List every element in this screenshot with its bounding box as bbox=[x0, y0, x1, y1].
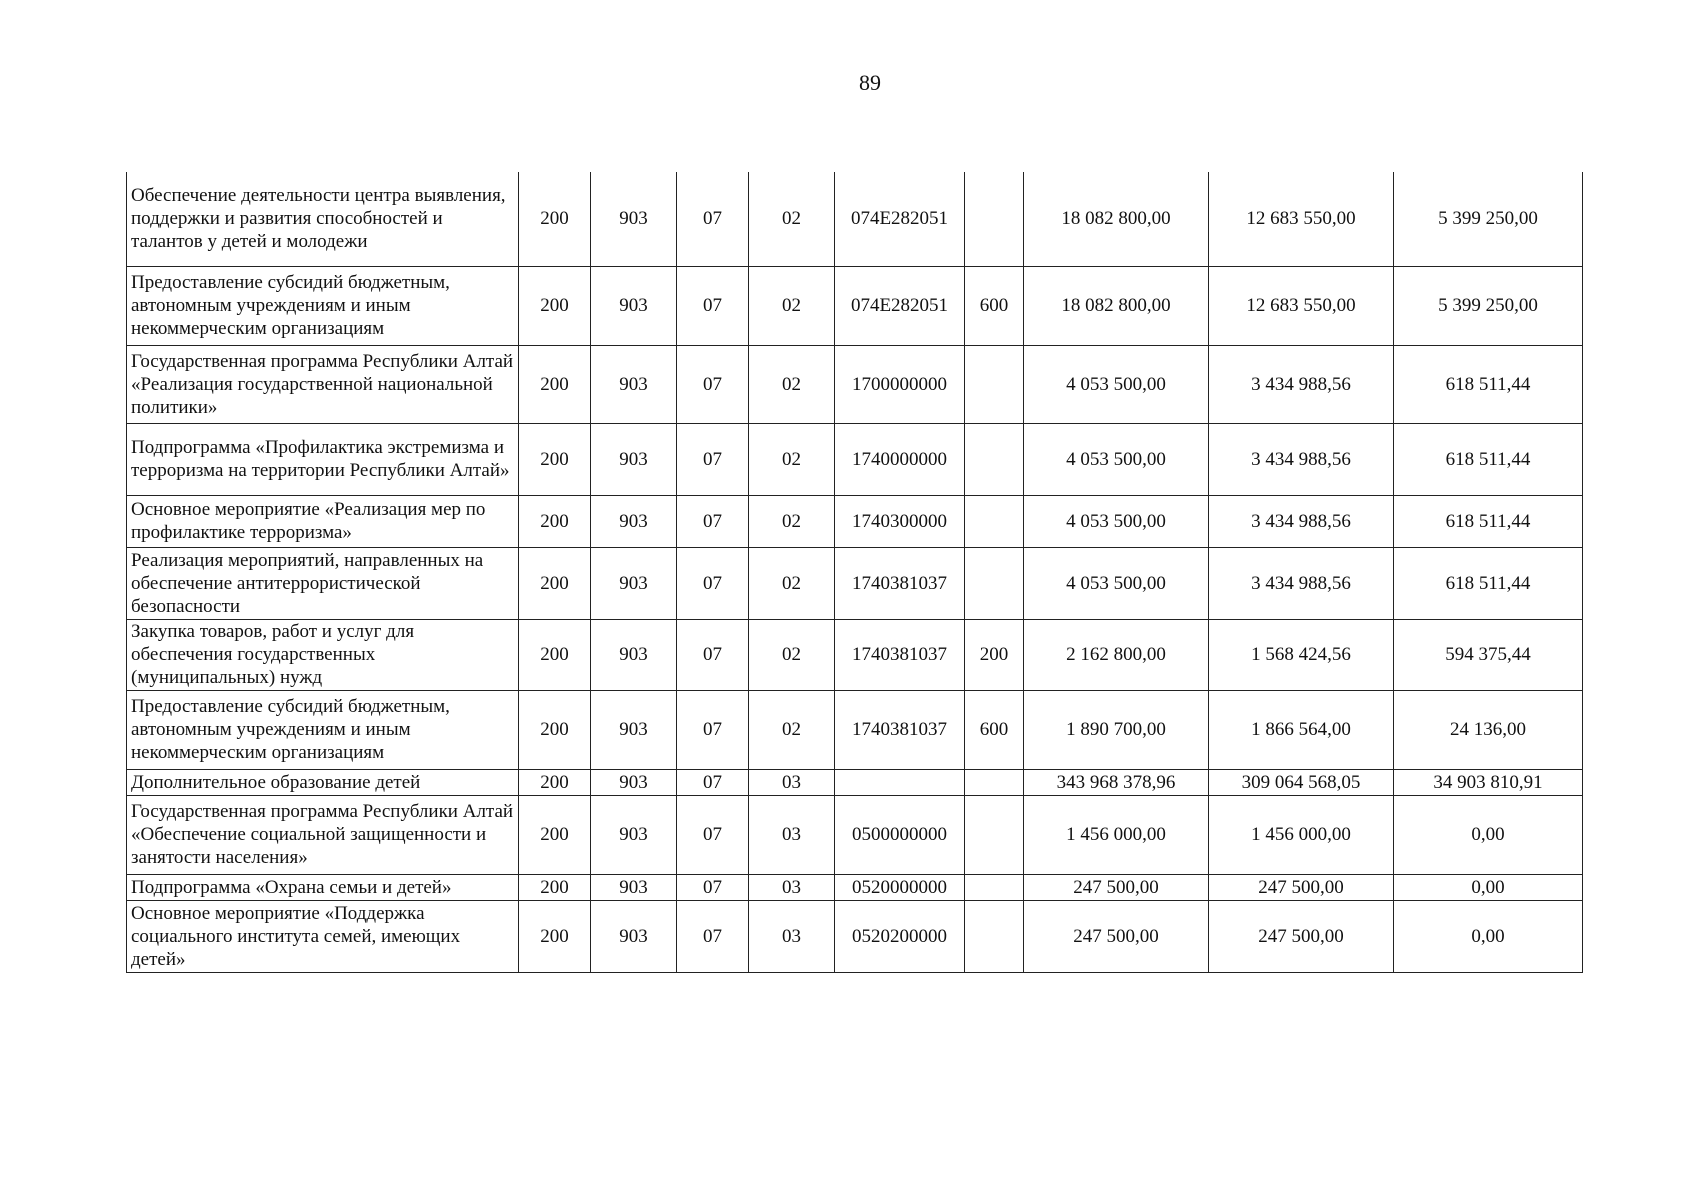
cell-ved: 903 bbox=[591, 795, 677, 874]
cell-gr: 200 bbox=[519, 769, 591, 795]
cell-sum2: 3 434 988,56 bbox=[1209, 547, 1394, 619]
cell-sum2: 247 500,00 bbox=[1209, 874, 1394, 900]
cell-pr: 02 bbox=[749, 495, 835, 547]
cell-rz: 07 bbox=[677, 795, 749, 874]
cell-vr bbox=[965, 423, 1024, 495]
cell-sum3: 618 511,44 bbox=[1394, 495, 1583, 547]
cell-pr: 02 bbox=[749, 619, 835, 690]
cell-sum3: 34 903 810,91 bbox=[1394, 769, 1583, 795]
cell-gr: 200 bbox=[519, 172, 591, 266]
table-row bbox=[127, 690, 1583, 769]
cell-pr: 03 bbox=[749, 769, 835, 795]
cell-vr: 600 bbox=[965, 266, 1024, 345]
row-name: Закупка товаров, работ и услуг для обеспечения государственных (муниципальных) нужд bbox=[127, 619, 519, 690]
cell-vr bbox=[965, 769, 1024, 795]
cell-csr: 074E282051 bbox=[835, 266, 965, 345]
table-row bbox=[127, 900, 1583, 972]
cell-rz: 07 bbox=[677, 619, 749, 690]
cell-gr: 200 bbox=[519, 266, 591, 345]
row-name: Основное мероприятие «Поддержка социального института семей, имеющих детей» bbox=[127, 900, 519, 972]
row-name: Обеспечение деятельности центра выявления, поддержки и развития способностей и талантов у детей и молодежи bbox=[127, 172, 519, 266]
cell-vr bbox=[965, 900, 1024, 972]
cell-csr: 1740381037 bbox=[835, 690, 965, 769]
table-row bbox=[127, 345, 1583, 423]
table-row bbox=[127, 172, 1583, 266]
cell-vr bbox=[965, 795, 1024, 874]
cell-sum2: 3 434 988,56 bbox=[1209, 345, 1394, 423]
table-row bbox=[127, 423, 1583, 495]
cell-sum3: 0,00 bbox=[1394, 874, 1583, 900]
cell-sum1: 18 082 800,00 bbox=[1024, 266, 1209, 345]
cell-sum3: 5 399 250,00 bbox=[1394, 172, 1583, 266]
cell-sum2: 309 064 568,05 bbox=[1209, 769, 1394, 795]
row-name: Государственная программа Республики Алтай «Реализация государственной национальной политики» bbox=[127, 345, 519, 423]
cell-csr: 1700000000 bbox=[835, 345, 965, 423]
cell-ved: 903 bbox=[591, 172, 677, 266]
cell-rz: 07 bbox=[677, 495, 749, 547]
cell-rz: 07 bbox=[677, 900, 749, 972]
cell-gr: 200 bbox=[519, 795, 591, 874]
cell-csr: 1740381037 bbox=[835, 619, 965, 690]
cell-sum3: 5 399 250,00 bbox=[1394, 266, 1583, 345]
row-name: Предоставление субсидий бюджетным, автономным учреждениям и иным некоммерческим организациям bbox=[127, 690, 519, 769]
cell-ved: 903 bbox=[591, 345, 677, 423]
cell-pr: 02 bbox=[749, 266, 835, 345]
cell-gr: 200 bbox=[519, 495, 591, 547]
cell-vr: 600 bbox=[965, 690, 1024, 769]
cell-sum1: 18 082 800,00 bbox=[1024, 172, 1209, 266]
cell-sum2: 12 683 550,00 bbox=[1209, 172, 1394, 266]
cell-ved: 903 bbox=[591, 495, 677, 547]
cell-csr: 0520000000 bbox=[835, 874, 965, 900]
cell-sum1: 4 053 500,00 bbox=[1024, 345, 1209, 423]
cell-sum3: 618 511,44 bbox=[1394, 345, 1583, 423]
row-name: Подпрограмма «Охрана семьи и детей» bbox=[127, 874, 519, 900]
cell-rz: 07 bbox=[677, 266, 749, 345]
cell-ved: 903 bbox=[591, 547, 677, 619]
cell-pr: 03 bbox=[749, 874, 835, 900]
row-name: Основное мероприятие «Реализация мер по профилактике терроризма» bbox=[127, 495, 519, 547]
cell-rz: 07 bbox=[677, 547, 749, 619]
cell-pr: 02 bbox=[749, 547, 835, 619]
row-name: Предоставление субсидий бюджетным, автономным учреждениям и иным некоммерческим организациям bbox=[127, 266, 519, 345]
cell-sum1: 247 500,00 bbox=[1024, 900, 1209, 972]
cell-gr: 200 bbox=[519, 345, 591, 423]
cell-csr bbox=[835, 769, 965, 795]
cell-sum3: 594 375,44 bbox=[1394, 619, 1583, 690]
table-row bbox=[127, 769, 1583, 795]
cell-pr: 03 bbox=[749, 900, 835, 972]
cell-gr: 200 bbox=[519, 547, 591, 619]
cell-csr: 0520200000 bbox=[835, 900, 965, 972]
cell-gr: 200 bbox=[519, 619, 591, 690]
row-name: Государственная программа Республики Алтай «Обеспечение социальной защищенности и занятости населения» bbox=[127, 795, 519, 874]
cell-rz: 07 bbox=[677, 690, 749, 769]
cell-sum2: 3 434 988,56 bbox=[1209, 423, 1394, 495]
row-name: Подпрограмма «Профилактика экстремизма и терроризма на территории Республики Алтай» bbox=[127, 423, 519, 495]
cell-sum1: 4 053 500,00 bbox=[1024, 547, 1209, 619]
budget-table bbox=[126, 172, 1583, 973]
cell-vr bbox=[965, 172, 1024, 266]
page-number: 89 bbox=[859, 70, 881, 95]
cell-vr bbox=[965, 495, 1024, 547]
cell-sum1: 4 053 500,00 bbox=[1024, 423, 1209, 495]
cell-csr: 0500000000 bbox=[835, 795, 965, 874]
cell-gr: 200 bbox=[519, 423, 591, 495]
cell-ved: 903 bbox=[591, 874, 677, 900]
cell-sum2: 1 568 424,56 bbox=[1209, 619, 1394, 690]
cell-sum2: 247 500,00 bbox=[1209, 900, 1394, 972]
cell-csr: 074E282051 bbox=[835, 172, 965, 266]
cell-gr: 200 bbox=[519, 874, 591, 900]
cell-ved: 903 bbox=[591, 900, 677, 972]
cell-sum1: 247 500,00 bbox=[1024, 874, 1209, 900]
table-row bbox=[127, 547, 1583, 619]
cell-vr: 200 bbox=[965, 619, 1024, 690]
cell-sum2: 3 434 988,56 bbox=[1209, 495, 1394, 547]
cell-gr: 200 bbox=[519, 690, 591, 769]
cell-ved: 903 bbox=[591, 423, 677, 495]
cell-rz: 07 bbox=[677, 423, 749, 495]
cell-pr: 02 bbox=[749, 172, 835, 266]
cell-ved: 903 bbox=[591, 266, 677, 345]
table-row bbox=[127, 495, 1583, 547]
table-row bbox=[127, 266, 1583, 345]
cell-pr: 02 bbox=[749, 423, 835, 495]
row-name: Реализация мероприятий, направленных на обеспечение антитеррористической безопасности bbox=[127, 547, 519, 619]
cell-sum3: 0,00 bbox=[1394, 795, 1583, 874]
cell-vr bbox=[965, 547, 1024, 619]
cell-vr bbox=[965, 874, 1024, 900]
cell-sum2: 12 683 550,00 bbox=[1209, 266, 1394, 345]
cell-sum1: 1 456 000,00 bbox=[1024, 795, 1209, 874]
table-row bbox=[127, 795, 1583, 874]
cell-sum3: 0,00 bbox=[1394, 900, 1583, 972]
cell-sum1: 4 053 500,00 bbox=[1024, 495, 1209, 547]
cell-csr: 1740000000 bbox=[835, 423, 965, 495]
cell-sum1: 2 162 800,00 bbox=[1024, 619, 1209, 690]
cell-pr: 02 bbox=[749, 345, 835, 423]
cell-sum2: 1 456 000,00 bbox=[1209, 795, 1394, 874]
cell-sum3: 618 511,44 bbox=[1394, 423, 1583, 495]
cell-ved: 903 bbox=[591, 769, 677, 795]
row-name: Дополнительное образование детей bbox=[127, 769, 519, 795]
cell-sum1: 343 968 378,96 bbox=[1024, 769, 1209, 795]
cell-csr: 1740381037 bbox=[835, 547, 965, 619]
table-row bbox=[127, 874, 1583, 900]
cell-pr: 03 bbox=[749, 795, 835, 874]
cell-sum2: 1 866 564,00 bbox=[1209, 690, 1394, 769]
cell-pr: 02 bbox=[749, 690, 835, 769]
cell-rz: 07 bbox=[677, 874, 749, 900]
cell-sum1: 1 890 700,00 bbox=[1024, 690, 1209, 769]
cell-vr bbox=[965, 345, 1024, 423]
cell-rz: 07 bbox=[677, 345, 749, 423]
cell-ved: 903 bbox=[591, 619, 677, 690]
cell-csr: 1740300000 bbox=[835, 495, 965, 547]
cell-gr: 200 bbox=[519, 900, 591, 972]
cell-sum3: 618 511,44 bbox=[1394, 547, 1583, 619]
table-row bbox=[127, 619, 1583, 690]
cell-ved: 903 bbox=[591, 690, 677, 769]
cell-sum3: 24 136,00 bbox=[1394, 690, 1583, 769]
cell-rz: 07 bbox=[677, 172, 749, 266]
cell-rz: 07 bbox=[677, 769, 749, 795]
